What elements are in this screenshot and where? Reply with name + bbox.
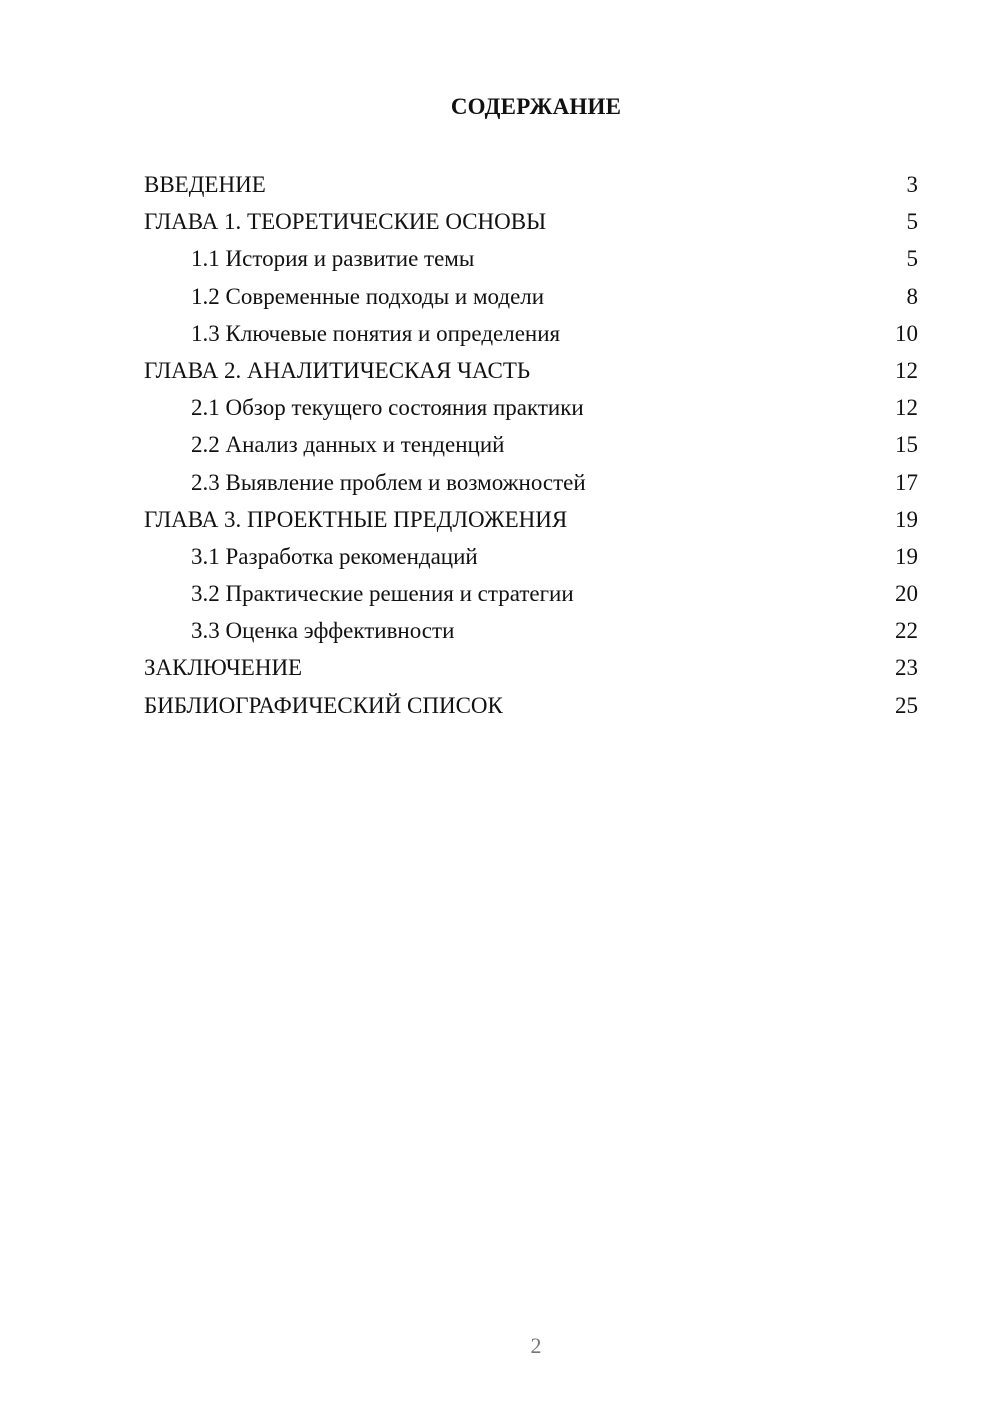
toc-entry-page: 22 xyxy=(895,618,918,644)
toc-entry-page: 19 xyxy=(895,543,918,569)
toc-entry-conclusion[interactable] xyxy=(144,649,918,686)
toc-entry-page: 23 xyxy=(895,655,918,681)
toc-entry-1-1[interactable] xyxy=(144,240,918,277)
toc-entry-label: 2.3 Выявление проблем и возможностей xyxy=(191,469,586,495)
page-title: СОДЕРЖАНИЕ xyxy=(450,94,622,119)
toc-entry-chapter-2[interactable] xyxy=(144,352,918,389)
toc-entry-page: 12 xyxy=(895,357,918,383)
toc-entry-chapter-1[interactable] xyxy=(144,203,918,240)
toc-entry-label: ГЛАВА 2. АНАЛИТИЧЕСКАЯ ЧАСТЬ xyxy=(144,357,531,383)
toc-entry-label: 1.2 Современные подходы и модели xyxy=(191,283,545,309)
toc-entry-label: 3.2 Практические решения и стратегии xyxy=(191,581,574,607)
toc-entry-3-2[interactable] xyxy=(144,575,918,612)
toc-entry-label: 3.3 Оценка эффективности xyxy=(191,618,455,644)
table-of-contents xyxy=(144,166,918,724)
toc-entry-page: 19 xyxy=(895,506,918,532)
toc-entry-1-3[interactable] xyxy=(144,315,918,352)
toc-entry-chapter-3[interactable] xyxy=(144,501,918,538)
toc-entry-introduction[interactable] xyxy=(144,166,918,203)
toc-entry-page: 20 xyxy=(895,581,918,607)
toc-entry-label: 2.1 Обзор текущего состояния практики xyxy=(191,395,584,421)
toc-entry-3-3[interactable] xyxy=(144,612,918,649)
toc-entry-page: 17 xyxy=(895,469,918,495)
toc-entry-2-2[interactable] xyxy=(144,426,918,463)
toc-entry-page: 8 xyxy=(906,283,918,309)
toc-entry-page: 12 xyxy=(895,395,918,421)
toc-entry-page: 3 xyxy=(906,172,918,197)
toc-entry-label: 2.2 Анализ данных и тенденций xyxy=(191,432,505,458)
toc-entry-bibliography[interactable] xyxy=(144,687,918,724)
toc-entry-label: 3.1 Разработка рекомендаций xyxy=(191,543,478,569)
toc-entry-3-1[interactable] xyxy=(144,538,918,575)
toc-entry-label: ГЛАВА 3. ПРОЕКТНЫЕ ПРЕДЛОЖЕНИЯ xyxy=(144,506,568,532)
page-number: 2 xyxy=(530,1333,542,1358)
toc-entry-2-3[interactable] xyxy=(144,464,918,501)
toc-entry-label: ЗАКЛЮЧЕНИЕ xyxy=(144,655,303,681)
toc-entry-page: 5 xyxy=(906,209,918,235)
toc-entry-2-1[interactable] xyxy=(144,389,918,426)
toc-entry-1-2[interactable] xyxy=(144,278,918,315)
toc-entry-label: ВВЕДЕНИЕ xyxy=(144,172,266,197)
toc-entry-page: 5 xyxy=(906,246,918,272)
toc-entry-label: 1.3 Ключевые понятия и определения xyxy=(191,320,561,346)
toc-entry-label: 1.1 История и развитие темы xyxy=(191,246,475,272)
toc-entry-page: 25 xyxy=(895,692,918,718)
toc-entry-label: ГЛАВА 1. ТЕОРЕТИЧЕСКИЕ ОСНОВЫ xyxy=(144,209,547,235)
toc-entry-label: БИБЛИОГРАФИЧЕСКИЙ СПИСОК xyxy=(144,692,503,718)
toc-entry-page: 15 xyxy=(895,432,918,458)
toc-entry-page: 10 xyxy=(895,320,918,346)
